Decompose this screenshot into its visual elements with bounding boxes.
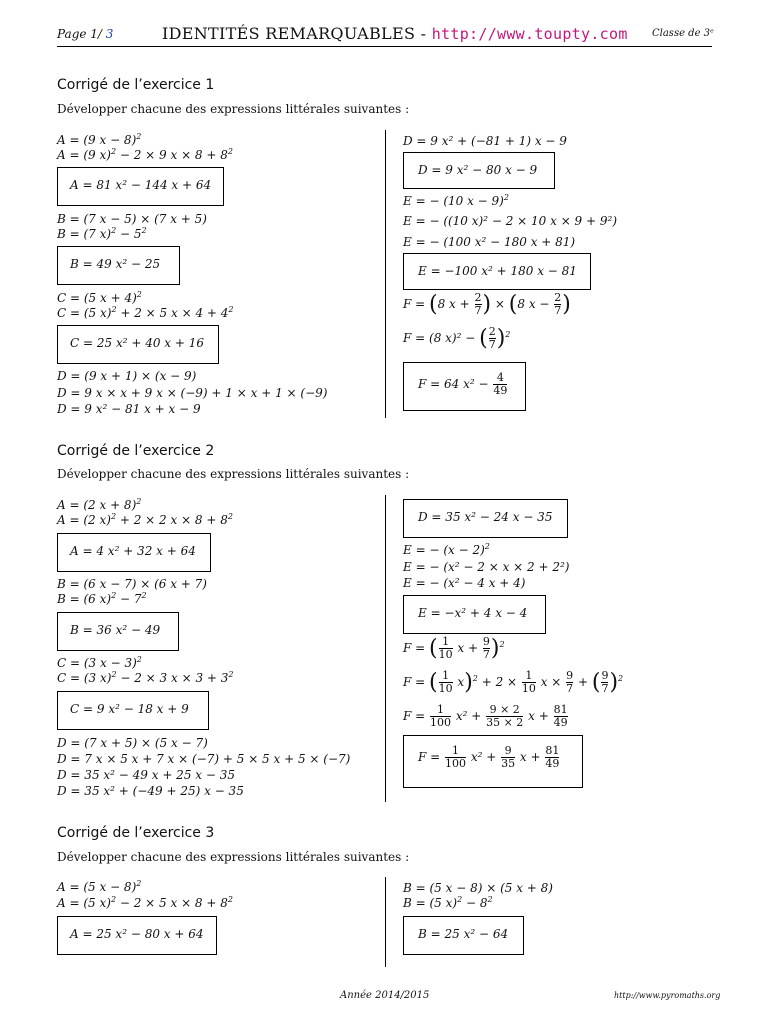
fraction: $\frac{1}{10}$ xyxy=(521,669,536,695)
line: F = (8 x)² − ( $\frac{2}{7}$ )$^2$ xyxy=(403,325,511,351)
header-rule xyxy=(57,46,712,47)
section-title-1: Corrigé de l’exercice 1 xyxy=(57,77,215,93)
fraction: $\frac{81}{49}$ xyxy=(553,703,568,729)
line: F = (8 x + $\frac{2}{7}$ ) × (8 x − $\frac{2}{7}$ ) xyxy=(403,291,571,317)
line: D = 9 x² + (−81 + 1) x − 9 xyxy=(403,134,567,148)
fraction: $\frac{2}{7}$ xyxy=(554,291,562,317)
fraction: $\frac{2}{7}$ xyxy=(474,291,482,317)
line: E = − $(x - 2)^2$ xyxy=(403,542,490,557)
line: B = (6 x − 7) × (6 x + 7) xyxy=(57,577,207,591)
answer: D = 9 x² − 80 x − 9 xyxy=(418,163,538,177)
answer: F = $\frac{1}{100}$ x² + $\frac{9}{35}$ x + $\frac{81}{49}$ xyxy=(418,744,560,770)
line: E = − (x² − 2 × x × 2 + 2²) xyxy=(403,560,570,574)
answer: A = 4 x² + 32 x + 64 xyxy=(70,544,196,558)
page-number: Page 1/ 3 xyxy=(57,27,114,41)
fraction: $\frac{4}{49}$ xyxy=(493,371,508,397)
column-divider xyxy=(385,130,386,418)
answer: E = −100 x² + 180 x − 81 xyxy=(418,264,577,278)
column-divider xyxy=(385,877,386,967)
line: D = 35 x² − 49 x + 25 x − 35 xyxy=(57,768,235,782)
line: F = $\frac{1}{100}$ x² + $\frac{9 \times 2}{35 \times 2}$ x + $\frac{81}{49}$ xyxy=(403,703,568,729)
fraction: $\frac{9 \times 2}{35 \times 2}$ xyxy=(486,703,524,729)
document-title: IDENTITÉS REMARQUABLES - http://www.toupty.com xyxy=(162,24,628,43)
line: A = (9 x − 8)$^2$ xyxy=(57,132,142,147)
fraction: $\frac{9}{35}$ xyxy=(501,744,516,770)
fraction: $\frac{1}{100}$ xyxy=(445,744,467,770)
line: A = (5 x − 8)$^2$ xyxy=(57,879,142,894)
line: D = 7 x × 5 x + 7 x × (−7) + 5 × 5 x + 5 × (−7) xyxy=(57,752,351,766)
line: D = (9 x + 1) × (x − 9) xyxy=(57,369,197,383)
line: D = 9 x × x + 9 x × (−9) + 1 × x + 1 × (−9) xyxy=(57,386,328,400)
fraction: $\frac{9}{7}$ xyxy=(482,635,490,661)
answer: B = 49 x² − 25 xyxy=(70,257,161,271)
fraction: $\frac{81}{49}$ xyxy=(545,744,560,770)
line: D = 9 x² − 81 x + x − 9 xyxy=(57,402,201,416)
answer: D = 35 x² − 24 x − 35 xyxy=(418,510,553,524)
class-label: Classe de 3ᵉ xyxy=(652,28,714,39)
answer: A = 81 x² − 144 x + 64 xyxy=(70,178,212,192)
line: C = (5 x)$^2$ + 2 × 5 $x \times 4 + 4^2$ xyxy=(57,305,234,320)
line: D = 35 x² + (−49 + 25) x − 35 xyxy=(57,784,244,798)
line: A = (2 x + 8)$^2$ xyxy=(57,497,142,512)
fraction: $\frac{1}{100}$ xyxy=(430,703,452,729)
line: B = (5 $x)^2 - 8^2$ xyxy=(403,895,493,910)
footer-year: Année 2014/2015 xyxy=(340,990,430,1001)
line: F = ( $\frac{1}{10}$ x)$^2$ + 2 × $\frac{1}{10}$ x × $\frac{9}{7}$ + ( $\frac{9}{7}$ )$^2$ xyxy=(403,669,624,695)
fraction: $\frac{1}{10}$ xyxy=(438,669,453,695)
line: E = − (x² − 4 x + 4) xyxy=(403,576,526,590)
line: C = (3 x − 3)$^2$ xyxy=(57,655,142,670)
line: E = − (100 x² − 180 x + 81) xyxy=(403,235,576,249)
line: A = (2 x)$^2$ + 2 × 2 $x \times 8 + 8^2$ xyxy=(57,512,233,527)
line: E = − (10 x − 9)$^2$ xyxy=(403,193,509,208)
line: C = (5 x + 4)$^2$ xyxy=(57,290,142,305)
line: B = (6 $x)^2 - 7^2$ xyxy=(57,591,147,606)
section-intro-1: Développer chacune des expressions littérales suivantes : xyxy=(57,102,410,116)
line: B = (5 x − 8) × (5 x + 8) xyxy=(403,881,553,895)
line: A = (9 x)$^2$ − 2 × 9 $x \times 8 + 8^2$ xyxy=(57,147,233,162)
section-intro-2: Développer chacune des expressions littérales suivantes : xyxy=(57,467,410,481)
section-intro-3: Développer chacune des expressions littérales suivantes : xyxy=(57,850,410,864)
answer: C = 25 x² + 40 x + 16 xyxy=(70,336,205,350)
line: E = − ((10 x)² − 2 × 10 x × 9 + 9²) xyxy=(403,214,618,228)
footer-link[interactable]: http://www.pyromaths.org xyxy=(614,991,721,1000)
answer: B = 36 x² − 49 xyxy=(70,623,161,637)
column-divider xyxy=(385,495,386,802)
answer: F = 64 x² − $\frac{4}{49}$ xyxy=(418,371,508,397)
answer: E = −x² + 4 x − 4 xyxy=(418,606,528,620)
fraction: $\frac{2}{7}$ xyxy=(488,325,496,351)
fraction: $\frac{9}{7}$ xyxy=(566,669,574,695)
section-title-3: Corrigé de l’exercice 3 xyxy=(57,825,215,841)
line: C = (3 x)$^2$ − 2 × 3 $x \times 3 + 3^2$ xyxy=(57,670,234,685)
fraction: $\frac{9}{7}$ xyxy=(601,669,609,695)
section-title-2: Corrigé de l’exercice 2 xyxy=(57,443,215,459)
title-link[interactable]: http://www.toupty.com xyxy=(431,25,628,43)
fraction: $\frac{1}{10}$ xyxy=(438,635,453,661)
answer: A = 25 x² − 80 x + 64 xyxy=(70,927,204,941)
line: A = (5 x)$^2$ − 2 × 5 $x \times 8 + 8^2$ xyxy=(57,895,233,910)
answer: C = 9 x² − 18 x + 9 xyxy=(70,702,189,716)
line: D = (7 x + 5) × (5 x − 7) xyxy=(57,736,208,750)
answer: B = 25 x² − 64 xyxy=(418,927,509,941)
line: F = ( $\frac{1}{10}$ x + $\frac{9}{7}$ )$^2$ xyxy=(403,635,505,661)
line: B = (7 x − 5) × (7 x + 5) xyxy=(57,212,207,226)
line: B = (7 $x)^2 - 5^2$ xyxy=(57,226,147,241)
